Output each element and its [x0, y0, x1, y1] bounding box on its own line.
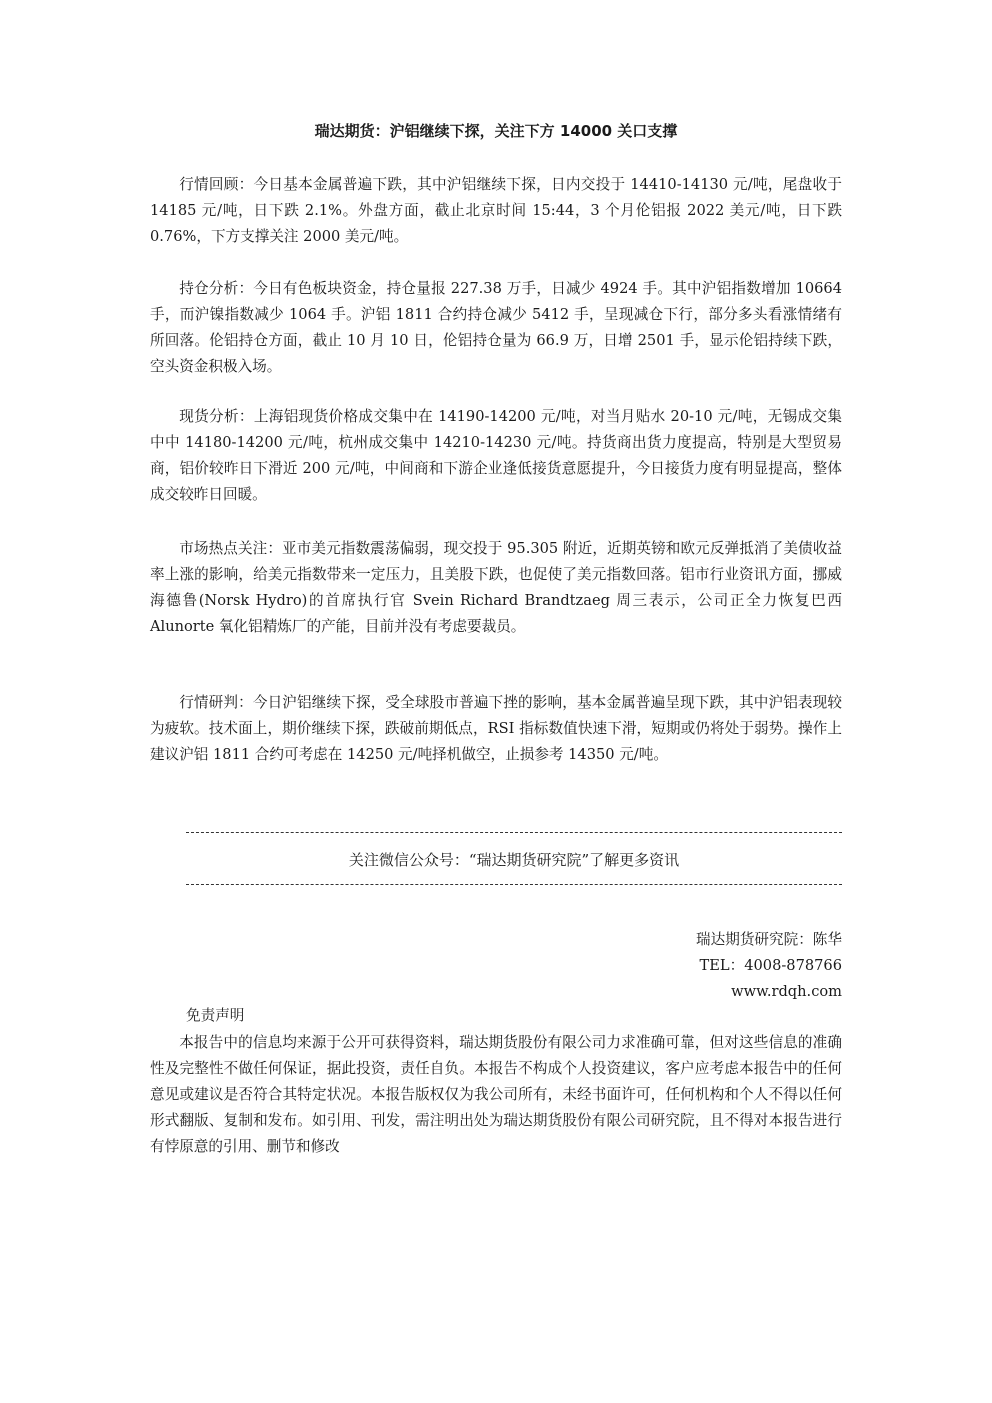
bottom-divider [186, 884, 842, 885]
report-title: 瑞达期货：沪铝继续下探，关注下方 14000 关口支撑 [314, 122, 678, 140]
section-position-analysis: 持仓分析：今日有色板块资金，持仓量报 227.38 万手，日减少 4924 手。其中沪铝指数增加 10664 手，而沪镍指数减少 1064 手。沪铝 1811 合约持仓减少 5412 手，呈现减仓下行，部分多头看涨情绪有所回落。伦铝持仓方面，截止 10 月 10 日，伦铝持仓量为 66.9 万，日增 2501 手，显示伦铝持续下跌，空头资金积极入场。 [150, 280, 842, 375]
section-market-hotspots: 市场热点关注：亚市美元指数震荡偏弱，现交投于 95.305 附近，近期英镑和欧元反弹抵消了美债收益率上涨的影响，给美元指数带来一定压力，且美股下跌，也促使了美元指数回落。铝市行业资讯方面，挪威海德鲁(Norsk Hydro)的首席执行官 Svein Richard Brandtzaeg 周三表示，公司正全力恢复巴西 Alunorte 氧化铝精炼厂的产能，目前并没有考虑要裁员。 [150, 540, 842, 635]
section-market-outlook: 行情研判：今日沪铝继续下探，受全球股市普遍下挫的影响，基本金属普遍呈现下跌，其中沪铝表现较为疲软。技术面上，期价继续下探，跌破前期低点，RSI 指标数值快速下滑，短期或仍将处于弱势。操作上建议沪铝 1811 合约可考虑在 14250 元/吨择机做空，止损参考 14350 元/吨。 [150, 694, 842, 763]
tel-line: TEL：4008-878766 [699, 957, 842, 974]
author-line: 瑞达期货研究院：陈华 [696, 931, 842, 948]
disclaimer-body: 本报告中的信息均来源于公开可获得资料，瑞达期货股份有限公司力求准确可靠，但对这些信息的准确性及完整性不做任何保证，据此投资，责任自负。本报告不构成个人投资建议，客户应考虑本报告中的任何意见或建议是否符合其特定状况。本报告版权仅为我公司所有，未经书面许可，任何机构和个人不得以任何形式翻版、复制和发布。如引用、刊发，需注明出处为瑞达期货股份有限公司研究院，且不得对本报告进行有悖原意的引用、删节和修改 [150, 1034, 842, 1155]
section-spot-analysis: 现货分析：上海铝现货价格成交集中在 14190-14200 元/吨，对当月贴水 20-10 元/吨，无锡成交集中中 14180-14200 元/吨，杭州成交集中 14210-14230 元/吨。持货商出货力度提高，特别是大型贸易商，铝价较昨日下滑近 200 元/吨，中间商和下游企业逢低接货意愿提升，今日接货力度有明显提高，整体成交较昨日回暖。 [150, 408, 842, 503]
top-divider [186, 832, 842, 833]
website-line: www.rdqh.com [731, 983, 842, 1000]
disclaimer-title: 免责声明 [186, 1007, 245, 1024]
wechat-follow-text: 关注微信公众号：“瑞达期货研究院”了解更多资讯 [348, 851, 680, 869]
section-market-review: 行情回顾：今日基本金属普遍下跌，其中沪铝继续下探，日内交投于 14410-14130 元/吨，尾盘收于 14185 元/吨，日下跌 2.1%。外盘方面，截止北京时间 15:44，3 个月伦铝报 2022 美元/吨，日下跌 0.76%，下方支撑关注 2000 美元/吨。 [150, 176, 842, 245]
